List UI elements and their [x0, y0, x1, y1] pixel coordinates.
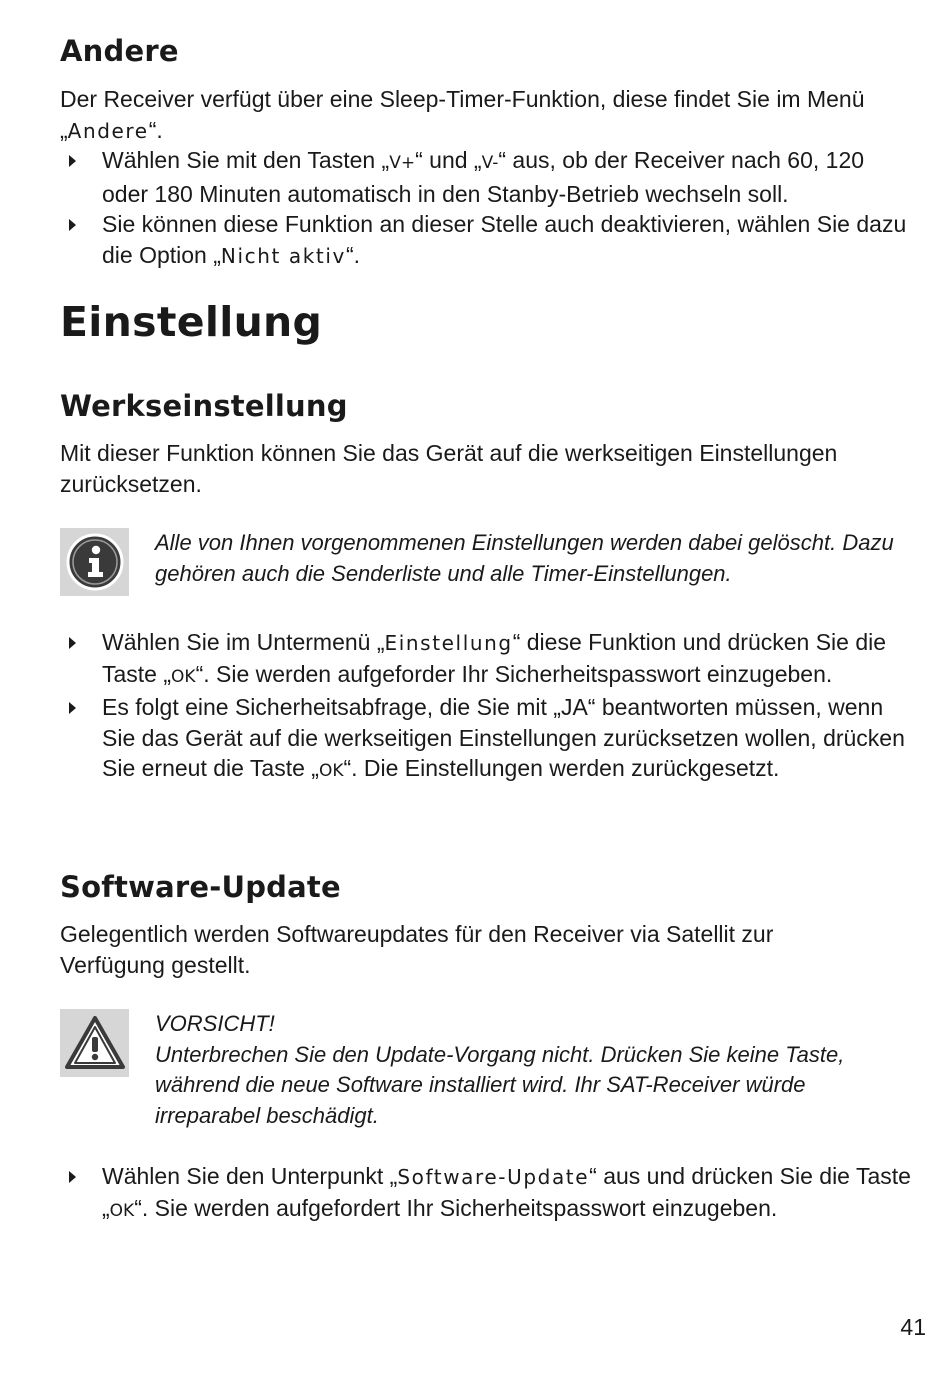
list-item [60, 1161, 915, 1226]
triangle-right-bullet-icon [69, 1171, 76, 1183]
triangle-right-bullet-icon [69, 155, 76, 167]
andere-intro-text: Der Receiver verfügt über eine Sleep-Timer-Funktion, diese findet Sie im Menü „ [60, 86, 865, 143]
list-item [60, 692, 915, 787]
step-text: Wählen Sie mit den Tasten „ [102, 147, 390, 173]
warning-text: Unterbrechen Sie den Update-Vorgang nicht. Drücken Sie keine Taste, während die neue Software installiert wird. Ihr SAT-Receiver würde irreparabel beschädigt. [155, 1041, 845, 1128]
key-ok: OK [109, 1200, 135, 1221]
heading-software-update: Software-Update [60, 870, 341, 904]
key-v-minus: V- [481, 153, 499, 173]
step-text: Sie können diese Funktion an dieser Stelle auch deaktivieren, wählen Sie dazu die Option „ [102, 211, 907, 268]
page-number: 41 [900, 1314, 926, 1340]
key-ok: OK [171, 666, 196, 687]
andere-intro [60, 84, 900, 146]
menu-name-einstellung: Einstellung [384, 631, 513, 655]
menu-name-software-update: Software-Update [397, 1165, 590, 1189]
heading-einstellung: Einstellung [60, 298, 323, 346]
step-text: “ diese Funktion und drücken Sie die Taste „ [102, 629, 887, 687]
step-text: Es folgt eine Sicherheitsabfrage, die Sie mit „JA“ beantworten müssen, wenn Sie das Gerät auf die werkseitigen Einstellungen zurücksetzen wollen, drücken Sie erneut die Taste „ [102, 694, 905, 781]
heading-andere: Andere [60, 34, 179, 68]
software-update-intro: Gelegentlich werden Softwareupdates für den Receiver via Satellit zur Verfügung gestellt. [60, 921, 774, 978]
list-item [60, 209, 915, 271]
warning-note-body [155, 1009, 915, 1131]
menu-name-andere: Andere [67, 118, 149, 143]
warning-triangle-icon [60, 1009, 129, 1077]
werkseinstellung-steps [60, 627, 915, 787]
list-item [60, 145, 915, 209]
warning-note [60, 1009, 915, 1131]
key-v-plus: V+ [389, 153, 416, 173]
andere-steps [60, 145, 915, 271]
step-text: Wählen Sie den Unterpunkt „ [102, 1163, 398, 1189]
step-text: Wählen Sie im Untermenü „ [102, 629, 385, 655]
step-text: “ aus und drücken Sie die Taste „ [102, 1163, 911, 1221]
info-note-text: Alle von Ihnen vorgenommenen Einstellungen werden dabei gelöscht. Dazu gehören auch die Senderliste und alle Timer-Einstellungen. [155, 530, 894, 586]
step-text: “. [345, 241, 361, 268]
key-ok: OK [318, 761, 344, 781]
triangle-right-bullet-icon [69, 637, 76, 649]
step-text: “. Die Einstellungen werden zurückgesetzt. [343, 755, 780, 781]
step-text: “. Sie werden aufgefordert Ihr Sicherheitspasswort einzugeben. [134, 1194, 778, 1221]
triangle-right-bullet-icon [69, 702, 76, 714]
step-text: “. Sie werden aufgeforder Ihr Sicherheitspasswort einzugeben. [195, 660, 833, 687]
heading-werkseinstellung: Werkseinstellung [60, 389, 348, 423]
andere-intro-end: “. [148, 116, 163, 143]
menu-name-nicht-aktiv: Nicht aktiv [220, 243, 346, 268]
werkseinstellung-intro: Mit dieser Funktion können Sie das Gerät auf die werkseitigen Einstellungen zurücksetzen. [60, 440, 838, 497]
warning-title: VORSICHT! [155, 1011, 275, 1036]
info-icon [60, 528, 129, 596]
list-item [60, 627, 915, 692]
info-note [60, 528, 915, 589]
step-text: “ aus, ob der Receiver nach 60, 120 oder 180 Minuten automatisch in den Stanby-Betrieb wechseln soll. [102, 147, 865, 207]
triangle-right-bullet-icon [69, 219, 76, 231]
step-text: “ und „ [415, 147, 482, 173]
software-update-steps [60, 1161, 915, 1226]
